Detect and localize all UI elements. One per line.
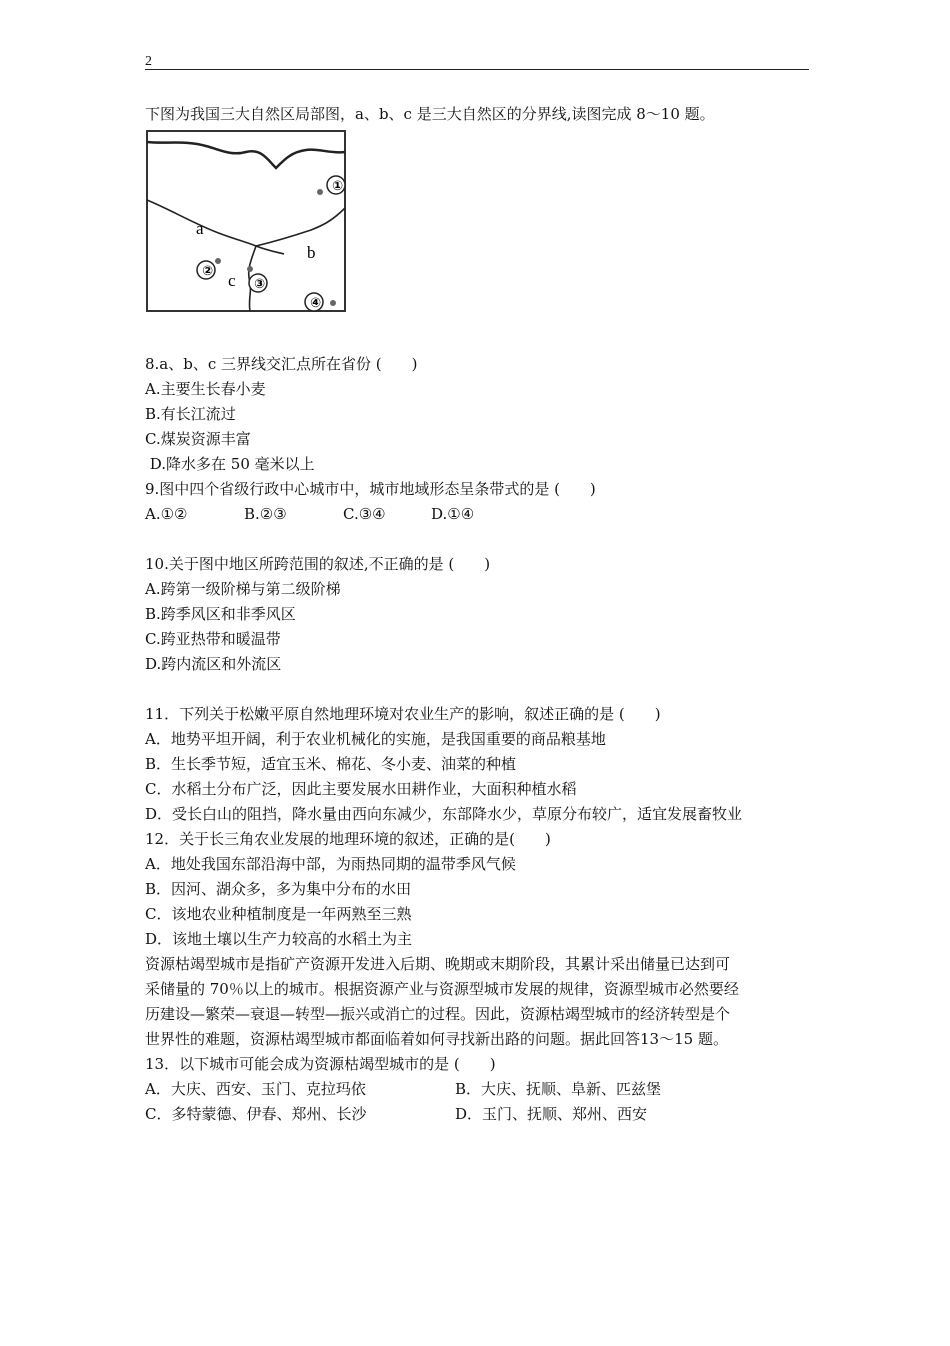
map-drawing <box>146 130 346 312</box>
q10-option-d: D.跨内流区和外流区 <box>145 655 282 673</box>
q13-stem: 13．以下城市可能会成为资源枯竭型城市的是 ( ) <box>145 1055 496 1073</box>
marker-3-label: ③ <box>254 277 266 292</box>
page-number: 2 <box>145 54 152 69</box>
q10-stem: 10.关于图中地区所跨范围的叙述,不正确的是 ( ) <box>145 555 491 573</box>
q12-option-d: D．该地土壤以生产力较高的水稻土为主 <box>145 930 413 948</box>
marker-4-label: ④ <box>310 296 322 311</box>
q11-option-d: D．受长白山的阻挡，降水量由西向东减少，东部降水少，草原分布较广，适宜发展畜牧业 <box>145 805 743 823</box>
intro-text: 下图为我国三大自然区局部图，a、b、c 是三大自然区的分界线,读图完成 8～10 题。 <box>145 105 715 123</box>
q8-option-b: B.有长江流过 <box>145 405 236 423</box>
q13-option-c: C．多特蒙德、伊春、郑州、长沙 <box>145 1105 367 1123</box>
q12-option-c: C．该地农业种植制度是一年两熟至三熟 <box>145 905 412 923</box>
passage-line-2: 采储量的 70％以上的城市。根据资源产业与资源型城市发展的规律，资源型城市必然要经 <box>145 980 739 998</box>
q11-option-c: C．水稻土分布广泛，因此主要发展水田耕作业，大面积种植水稻 <box>145 780 577 798</box>
natural-regions-map <box>146 130 346 312</box>
passage-line-1: 资源枯竭型城市是指矿产资源开发进入后期、晚期或末期阶段，其累计采出储量已达到可 <box>145 955 731 973</box>
label-c: c <box>228 271 236 290</box>
q11-stem: 11．下列关于松嫩平原自然地理环境对农业生产的影响，叙述正确的是 ( ) <box>145 705 661 723</box>
q9-stem: 9.图中四个省级行政中心城市中，城市地域形态呈条带式的是 ( ) <box>145 480 596 498</box>
q12-option-a: A．地处我国东部沿海中部，为雨热同期的温带季风气候 <box>145 855 516 873</box>
passage-line-3: 历建设—繁荣—衰退—转型—振兴或消亡的过程。因此，资源枯竭型城市的经济转型是个 <box>145 1005 731 1023</box>
q10-option-b: B.跨季风区和非季风区 <box>145 605 296 623</box>
q11-option-b: B．生长季节短，适宜玉米、棉花、冬小麦、油菜的种植 <box>145 755 517 773</box>
label-b: b <box>307 243 316 262</box>
q13-option-b: B．大庆、抚顺、阜新、匹兹堡 <box>455 1080 662 1098</box>
q8-option-a: A.主要生长春小麦 <box>145 380 266 398</box>
q13-option-d: D．玉门、抚顺、郑州、西安 <box>455 1105 648 1123</box>
q10-option-c: C.跨亚热带和暖温带 <box>145 630 281 648</box>
q9-option-b: B.②③ <box>244 505 287 523</box>
q9-option-d: D.①④ <box>431 505 475 523</box>
city-dot-1 <box>317 189 323 195</box>
q10-option-a: A.跨第一级阶梯与第二级阶梯 <box>145 580 341 598</box>
city-dot-3 <box>247 266 253 272</box>
q11-option-a: A．地势平坦开阔，利于农业机械化的实施，是我国重要的商品粮基地 <box>145 730 606 748</box>
q8-option-d: D.降水多在 50 毫米以上 <box>145 455 315 473</box>
boundary-b-line <box>256 208 345 246</box>
q12-stem: 12．关于长三角农业发展的地理环境的叙述，正确的是( ) <box>145 830 551 848</box>
header-rule <box>145 69 809 70</box>
north-boundary-line <box>147 142 345 168</box>
marker-2-label: ② <box>202 264 214 279</box>
q9-option-c: C.③④ <box>343 505 386 523</box>
city-dot-4 <box>330 300 336 306</box>
map-frame <box>147 131 345 311</box>
q13-option-a: A．大庆、西安、玉门、克拉玛依 <box>145 1080 366 1098</box>
marker-1-label: ① <box>332 179 344 194</box>
q12-option-b: B．因河、湖众多，多为集中分布的水田 <box>145 880 412 898</box>
label-a: a <box>196 219 204 238</box>
q9-option-a: A.①② <box>145 505 188 523</box>
city-dot-2 <box>215 258 221 264</box>
q8-option-c: C.煤炭资源丰富 <box>145 430 251 448</box>
q8-stem: 8.a、b、c 三界线交汇点所在省份 ( ) <box>145 355 418 373</box>
passage-line-4: 世界性的难题，资源枯竭型城市都面临着如何寻找新出路的问题。据此回答13～15 题。 <box>145 1030 728 1048</box>
boundary-a-line <box>147 200 284 254</box>
